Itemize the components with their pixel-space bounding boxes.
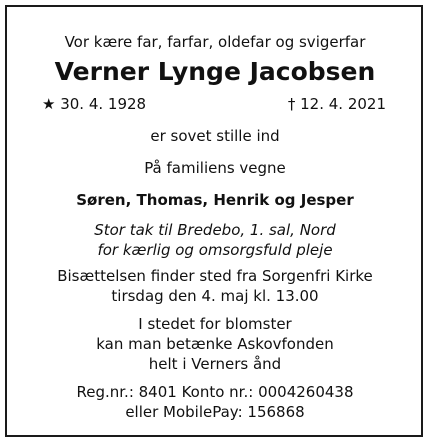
intro-text: Vor kære far, farfar, oldefar og svigerfar: [64, 33, 366, 51]
payment-line-1: Reg.nr.: 8401 Konto nr.: 0004260438: [76, 383, 354, 401]
thanks-line-1: Stor tak til Bredebo, 1. sal, Nord: [94, 221, 336, 239]
payment-line-2: eller MobilePay: 156868: [125, 403, 305, 421]
donation-line-3: helt i Verners ånd: [148, 355, 282, 373]
on-behalf-text: På familiens vegne: [144, 159, 286, 177]
family-names: Søren, Thomas, Henrik og Jesper: [76, 191, 354, 209]
thanks-line-2: for kærlig og omsorgsfuld pleje: [97, 241, 333, 259]
donation-line-1: I stedet for blomster: [138, 315, 292, 333]
funeral-line-1: Bisættelsen finder sted fra Sorgenfri Kirke: [57, 267, 373, 285]
donation-line-2: kan man betænke Askovfonden: [96, 335, 334, 353]
funeral-line-2: tirsdag den 4. maj kl. 13.00: [111, 287, 319, 305]
death-date: † 12. 4. 2021: [287, 95, 386, 113]
passing-text: er sovet stille ind: [150, 127, 280, 145]
birth-date: ★ 30. 4. 1928: [42, 95, 147, 113]
deceased-name: Verner Lynge Jacobsen: [54, 57, 376, 86]
